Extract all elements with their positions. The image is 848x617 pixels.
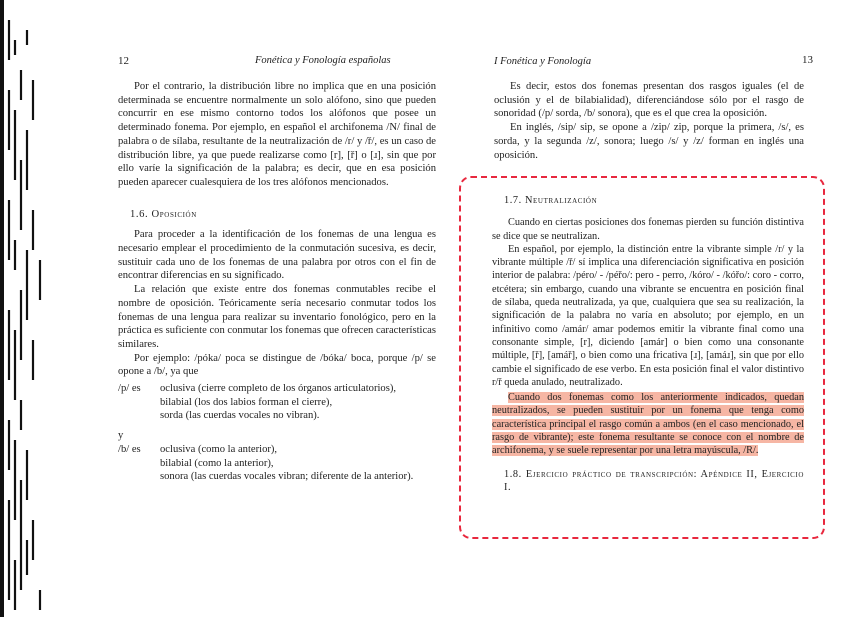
list-label-b: /b/ es: [118, 443, 141, 455]
list-conjunction: y: [118, 430, 124, 442]
list-p-line-1: oclusiva (cierre completo de los órganos articulatorios),: [160, 383, 397, 395]
list-p-line-2: bilabial (los dos labios forman el cierre),: [160, 396, 333, 408]
list-p-line-3: sorda (las cuerdas vocales no vibran).: [160, 410, 320, 422]
list-b-line-3: sonora (las cuerdas vocales vibran; diferente de la anterior).: [160, 471, 414, 483]
list-label-p: /p/ es: [118, 383, 141, 395]
right-paragraph-4: En español, por ejemplo, la distinción entre la vibrante simple /r/ y la vibrante múltiple /ř/ sí implica una diferenciación significativa en posición interior de palabra: /péro/ - /péřo/: pero - perro, /kóro/ - /kóřo/: coro - corro, etcétera; sin embargo, cuando una vibrante se encuentra en posición final de sílaba, queda neutralizada, ya que, cualquiera que sea su realización, la significación de la palabra no varía en absoluto; por ejemplo, en un infinitivo como /amár/ amar podemos emitir la vibrante final como una consonante simple, [r], diciendo [amár] o bien como una consonante múltiple, [ř], [amář], o bien como una fricativa [ɹ], [amáɹ], sin que por ello cambie el significado de ese verbo. En esta posición final el valor distintivo r/ř queda anulado, neutralizado.: [492, 243, 804, 388]
right-page-top: [494, 80, 804, 162]
right-paragraph-1: Es decir, estos dos fonemas presentan dos rasgos iguales (el de oclusión y el de bilabialidad), diferenciándose sólo por el rasgo de sonoridad (/p/ sorda, /b/ sonora), que es el que crea la oposición.: [494, 81, 804, 120]
phoneme-p-description: [118, 382, 436, 396]
left-page-number: 12: [118, 55, 129, 67]
left-section-heading: 1.6. Oposición: [130, 208, 197, 220]
list-b-line-2: bilabial (como la anterior),: [160, 457, 274, 469]
right-section-heading-2: 1.8. Ejercicio práctico de transcripción: Apéndice II, Ejercicio I.: [504, 468, 804, 493]
left-paragraph-4: Por ejemplo: /póka/ poca se distingue de /bóka/ boca, porque /p/ se opone a /b/, ya que: [118, 352, 436, 378]
left-paragraph-2: Para proceder a la identificación de los fonemas de una lengua es necesario emplear el procedimiento de la conmutación sucesiva, es decir, sustituir cada uno de los fonemas de una palabra por otros con el fin de encontrar diferencias en su significado.: [118, 229, 436, 282]
right-paragraph-2: En inglés, /sip/ sip, se opone a /zip/ zip, porque la primera, /s/, es sorda, y la segunda /z/, sonora; luego /s/ y /z/ forman en inglés una oposición.: [494, 122, 804, 161]
phoneme-b-description: [118, 443, 436, 457]
right-page-number: 13: [802, 54, 813, 66]
right-page-framed-body: [492, 194, 804, 494]
right-section-heading: 1.7. Neutralización: [504, 195, 598, 206]
highlighted-paragraph: Cuando dos fonemas como los anteriormente indicados, quedan neutralizados, se pueden sustituir por un fonema que tenga como característica principal el rasgo común a ambos (en el caso mencionado, el rasgo de vibrante); este fonema resultante se conoce con el nombre de archifonema, y se suele representar por una letra mayúscula, /R/.: [492, 392, 804, 457]
left-page-body: [118, 80, 436, 484]
list-b-line-1: oclusiva (como la anterior),: [160, 443, 278, 455]
book-spine-shadow: [0, 0, 48, 617]
left-running-head: Fonética y Fonología españolas: [255, 55, 391, 66]
left-paragraph-1: Por el contrario, la distribución libre no implica que en una posición determinada se encuentre normalmente un solo alófono, sino que pueden concurrir en ese mismo contorno todos los alófonos que posee un determinado fonema. Por ejemplo, en español el archifonema /N/ final de palabra o de sílaba, resultante de la neutralización de /r/ y /ř/, es un caso de distribución libre, ya que puede realizarse como [r], [ř] o [ɹ], sin que por ello varíe la significación de la palabra; es decir, que en esa posición pueden aparecer cualesquiera de los tres alófonos mencionados.: [118, 81, 436, 188]
right-running-head: I Fonética y Fonología: [494, 56, 592, 67]
right-paragraph-3: Cuando en ciertas posiciones dos fonemas pierden su función distintiva se dice que se neutralizan.: [492, 217, 804, 242]
left-paragraph-3: La relación que existe entre dos fonemas conmutables recibe el nombre de oposición. Teóricamente sería necesario conmutar todos los fonemas de una lengua para realizar su inventario fonológico, pero en la práctica es suficiente con conmutar los fonemas que ofrecen características similares.: [118, 284, 436, 350]
